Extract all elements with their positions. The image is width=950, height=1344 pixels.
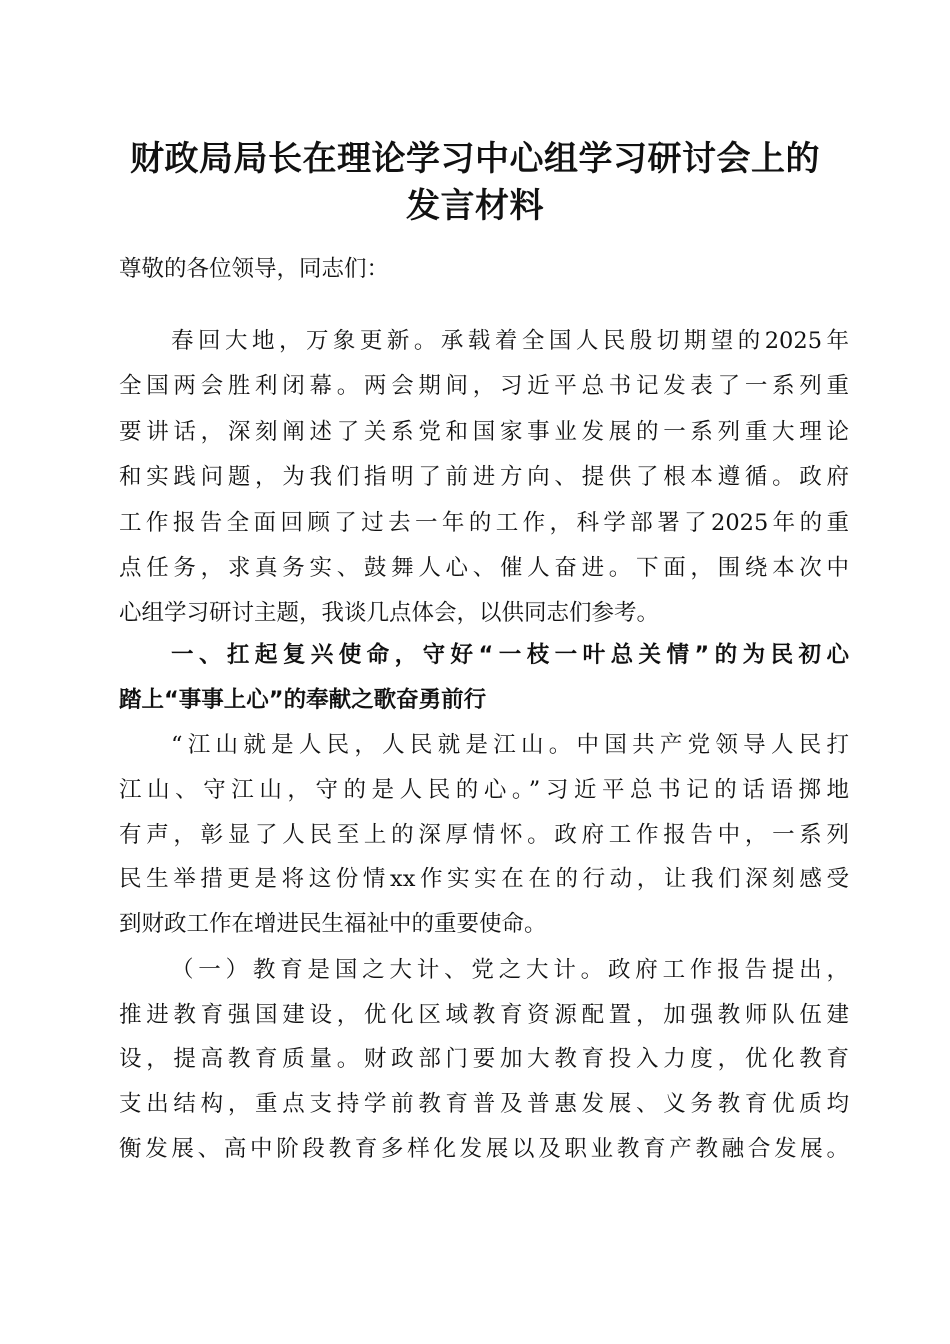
paragraph-2-line: “江山就是人民，人民就是江山。中国共产党领导人民打 (171, 732, 849, 758)
paragraph-3-line: （一）教育是国之大计、党之大计。政府工作报告提出， (171, 957, 849, 983)
paragraph-1-line: 和实践问题，为我们指明了前进方向、提供了根本遵循。政府 (119, 464, 849, 490)
paragraph-1-line: 点任务，求真务实、鼓舞人心、催人奋进。下面，围绕本次中 (119, 555, 849, 581)
paragraph-2-line: 民生举措更是将这份情xx作实实在在的行动，让我们深刻感受 (119, 866, 849, 892)
paragraph-3-line: 推进教育强国建设，优化区域教育资源配置，加强教师队伍建 (119, 1002, 849, 1028)
paragraph-2-line: 江山、守江山，守的是人民的心。”习近平总书记的话语掷地 (119, 777, 849, 803)
section-heading-line: 踏上“事事上心”的奉献之歌奋勇前行 (119, 687, 487, 713)
paragraph-1-line: 工作报告全面回顾了过去一年的工作，科学部署了2025年的重 (119, 510, 849, 536)
document-title-line-2: 发言材料 (406, 186, 544, 226)
paragraph-3-line: 支出结构，重点支持学前教育普及普惠发展、义务教育优质均 (119, 1091, 849, 1117)
section-heading-line: 一、扛起复兴使命，守好“一枝一叶总关情”的为民初心 (171, 642, 849, 668)
paragraph-3-line: 设，提高教育质量。财政部门要加大教育投入力度，优化教育 (119, 1046, 849, 1072)
paragraph-2-line: 到财政工作在增进民生福祉中的重要使命。 (119, 911, 547, 937)
paragraph-3-line: 衡发展、高中阶段教育多样化发展以及职业教育产教融合发展。 (119, 1136, 849, 1162)
paragraph-1-line: 春回大地，万象更新。承载着全国人民殷切期望的2025年 (171, 328, 849, 354)
paragraph-2-line: 有声，彰显了人民至上的深厚情怀。政府工作报告中，一系列 (119, 822, 849, 848)
paragraph-1-line: 全国两会胜利闭幕。两会期间，习近平总书记发表了一系列重 (119, 373, 849, 399)
document-title-line-1: 财政局局长在理论学习中心组学习研讨会上的 (130, 139, 820, 179)
paragraph-1-line: 心组学习研讨主题，我谈几点体会，以供同志们参考。 (119, 600, 660, 626)
salutation: 尊敬的各位领导，同志们： (119, 256, 390, 282)
paragraph-1-line: 要讲话，深刻阐述了关系党和国家事业发展的一系列重大理论 (119, 419, 849, 445)
